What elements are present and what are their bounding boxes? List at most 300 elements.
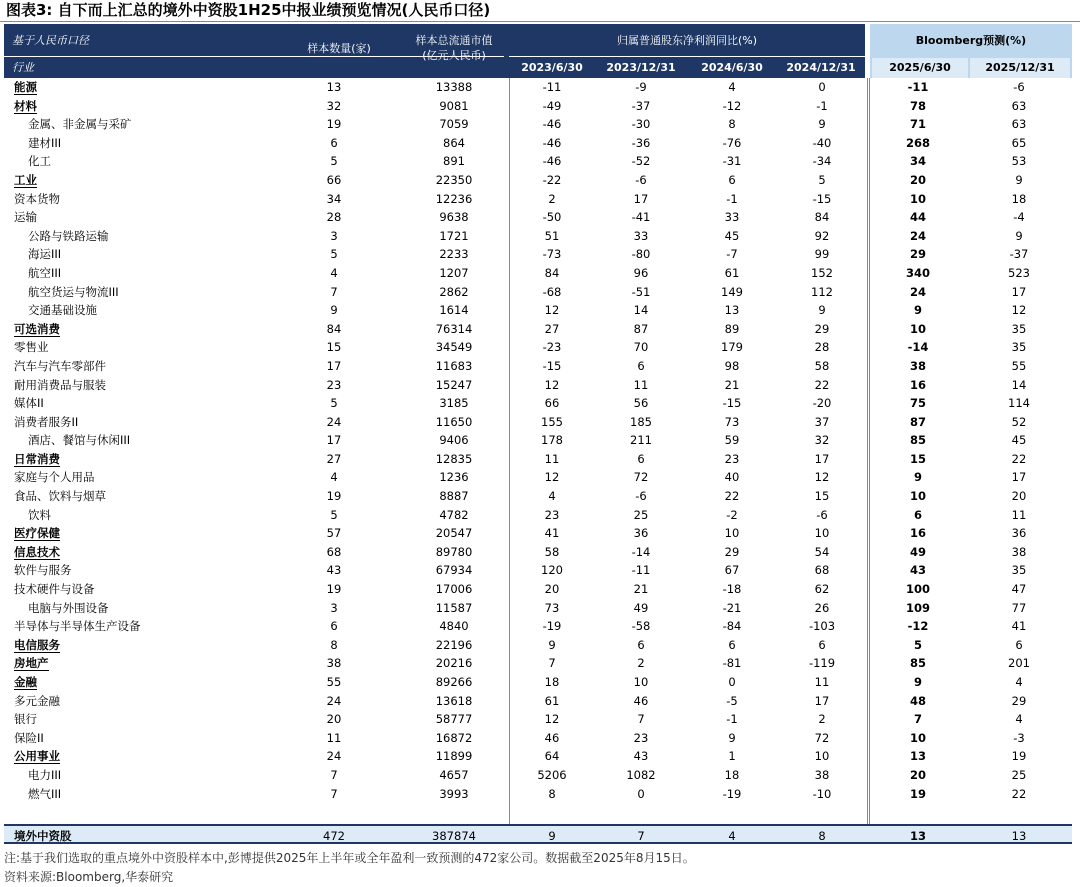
total-name: 境外中资股	[14, 829, 72, 843]
table-cell: 5	[330, 507, 338, 522]
table-cell: -14	[631, 544, 651, 559]
table-cell: 28	[326, 210, 342, 225]
table-cell: 23	[326, 377, 342, 392]
row-label-text: 医疗保健	[14, 526, 60, 541]
table-cell: -23	[542, 340, 562, 355]
row-label	[14, 692, 60, 711]
table-cell: -12	[907, 619, 929, 634]
row-label	[28, 152, 51, 171]
row-label-text: 运输	[14, 210, 37, 225]
table-cell: 12	[1011, 303, 1027, 318]
table-cell: 19	[1011, 749, 1027, 764]
table-cell: -31	[722, 154, 742, 169]
row-label	[14, 524, 60, 543]
row-label	[28, 766, 61, 785]
table-cell: 85	[909, 656, 926, 671]
table-cell: -11	[542, 80, 562, 94]
table-cell: -15	[722, 396, 742, 411]
row-label-text: 银行	[14, 712, 37, 727]
table-cell: 114	[1008, 396, 1030, 411]
table-cell: -46	[542, 154, 562, 169]
row-label	[14, 487, 106, 506]
row-label-text: 金属、非金属与采矿	[28, 117, 132, 132]
table-cell: 87	[909, 414, 926, 429]
table-cell: 152	[811, 265, 833, 280]
table-cell: -58	[631, 619, 651, 634]
table-cell: 9406	[439, 433, 469, 448]
table-cell: 12	[544, 377, 560, 392]
table-cell: -76	[722, 135, 742, 150]
table-cell: 13	[326, 80, 342, 94]
table-cell: -6	[635, 489, 647, 504]
table-cell: 340	[905, 265, 930, 280]
table-cell: 9638	[439, 210, 469, 225]
table-cell: 6	[728, 172, 736, 187]
table-cell: 10	[909, 489, 926, 504]
table-cell: -7	[726, 247, 738, 262]
table-cell: 2862	[439, 284, 469, 299]
table-cell: 0	[818, 80, 826, 94]
table-cell: 22	[1011, 451, 1027, 466]
table-cell: 15	[909, 451, 926, 466]
table-cell: 2	[818, 712, 826, 727]
table-cell: 5	[330, 154, 338, 169]
table-cell: -3	[1013, 730, 1025, 745]
table-cell: -4	[1013, 210, 1025, 225]
table-cell: 64	[544, 749, 560, 764]
table-cell: 23	[633, 730, 649, 745]
footnote: 注:基于我们选取的重点境外中资股样本中,彭博提供2025年上半年或全年盈利一致预测的472家公司。数据截至2025年8月15日。	[4, 851, 695, 865]
table-cell: 72	[814, 730, 830, 745]
table-cell: 45	[1011, 433, 1027, 448]
table-cell: 92	[814, 228, 830, 243]
table-cell: 61	[724, 265, 740, 280]
table-cell: 5	[818, 172, 826, 187]
table-cell: 40	[724, 470, 740, 485]
table-cell: 48	[909, 693, 926, 708]
table-cell: 10	[814, 526, 830, 541]
table-cell: 24	[909, 228, 926, 243]
table-cell: 98	[724, 358, 740, 373]
row-label-text: 建材III	[28, 135, 62, 150]
table-cell: 11650	[435, 414, 473, 429]
table-cell: -51	[631, 284, 651, 299]
table-cell: 149	[721, 284, 743, 299]
row-label-text: 公用事业	[14, 749, 60, 764]
table-cell: 17	[1011, 470, 1027, 485]
table-cell: 8	[330, 637, 338, 652]
table-cell: 3993	[439, 786, 469, 801]
row-label-text: 零售业	[14, 340, 49, 355]
table-cell: -5	[726, 693, 738, 708]
table-cell: 49	[909, 544, 926, 559]
header-yoy-group: 归属普通股东净利润同比(%)	[616, 34, 758, 47]
table-row	[4, 599, 1072, 618]
table-cell: 71	[909, 117, 926, 132]
row-label-text: 保险II	[14, 730, 44, 745]
table-cell: 5	[330, 247, 338, 262]
total-cell: 13	[1011, 829, 1027, 843]
row-label	[28, 115, 132, 134]
row-label	[14, 376, 106, 395]
table-cell: 12	[544, 470, 560, 485]
table-cell: -37	[1009, 247, 1029, 262]
table-cell: 9	[913, 470, 922, 485]
table-cell: 59	[724, 433, 740, 448]
row-label	[14, 413, 78, 432]
table-cell: 20	[909, 172, 926, 187]
table-row	[4, 413, 1072, 432]
row-label	[14, 450, 60, 469]
table-cell: 1236	[439, 470, 469, 485]
table-cell: 4	[1015, 675, 1023, 689]
table-cell: 38	[814, 767, 830, 782]
table-cell: -11	[907, 80, 929, 94]
row-label-text: 金融	[14, 675, 37, 689]
row-label-text: 材料	[14, 98, 37, 113]
table-cell: 33	[724, 210, 740, 225]
table-header	[4, 24, 1072, 78]
table-cell: 5206	[537, 767, 567, 782]
row-label	[28, 506, 51, 525]
table-cell: 14	[633, 303, 649, 318]
table-cell: 20	[326, 712, 342, 727]
table-cell: 13	[724, 303, 740, 318]
table-cell: -6	[1013, 80, 1025, 94]
table-cell: 84	[814, 210, 830, 225]
table-cell: 10	[909, 321, 926, 336]
table-cell: 41	[544, 526, 560, 541]
table-cell: 268	[905, 135, 930, 150]
table-cell: 37	[814, 414, 830, 429]
table-cell: 46	[544, 730, 560, 745]
table-cell: 24	[326, 749, 342, 764]
table-cell: 17	[1011, 284, 1027, 299]
table-cell: -81	[722, 656, 742, 671]
table-cell: 43	[633, 749, 649, 764]
table-cell: 67	[724, 563, 740, 578]
table-cell: 9	[728, 730, 736, 745]
table-cell: 20216	[435, 656, 473, 671]
table-cell: -49	[542, 98, 562, 113]
table-cell: 7	[637, 712, 645, 727]
table-cell: 11587	[435, 600, 473, 615]
table-cell: 15	[814, 489, 830, 504]
table-cell: 12	[544, 712, 560, 727]
table-cell: -6	[816, 507, 828, 522]
table-cell: 58	[814, 358, 830, 373]
table-row	[4, 394, 1072, 413]
row-label	[14, 729, 44, 748]
table-cell: 43	[326, 563, 342, 578]
table-cell: 22	[1011, 786, 1027, 801]
table-cell: 17006	[435, 582, 473, 597]
total-cell: 7	[637, 829, 645, 843]
table-cell: 10	[633, 675, 649, 689]
table-cell: 1614	[439, 303, 469, 318]
total-cell: 4	[728, 829, 736, 843]
table-cell: -119	[808, 656, 836, 671]
row-label-text: 交通基础设施	[28, 303, 97, 318]
table-cell: -30	[631, 117, 651, 132]
table-cell: 8887	[439, 489, 469, 504]
table-row	[4, 264, 1072, 283]
table-row	[4, 134, 1072, 153]
table-cell: 12835	[435, 451, 473, 466]
table-cell: -50	[542, 210, 562, 225]
table-cell: 9	[1015, 172, 1023, 187]
header-market-cap-line1: 样本总流通市值	[415, 34, 493, 47]
total-cell: 9	[548, 829, 556, 843]
table-row	[4, 283, 1072, 302]
table-cell: -46	[542, 117, 562, 132]
row-label	[14, 654, 49, 673]
table-cell: 62	[814, 582, 830, 597]
table-cell: 19	[909, 786, 926, 801]
table-row	[4, 506, 1072, 525]
table-row	[4, 245, 1072, 264]
row-label	[14, 710, 37, 729]
table-cell: 54	[814, 544, 830, 559]
table-cell: 66	[326, 172, 342, 187]
row-label-text: 能源	[14, 80, 37, 94]
table-cell: 19	[326, 117, 342, 132]
table-cell: 76314	[435, 321, 473, 336]
table-cell: -40	[812, 135, 832, 150]
row-label	[28, 431, 130, 450]
table-cell: 4	[1015, 712, 1023, 727]
table-row	[4, 543, 1072, 562]
table-cell: 1082	[626, 767, 656, 782]
table-cell: 17	[814, 693, 830, 708]
total-cell: 387874	[432, 829, 476, 843]
table-cell: 24	[326, 693, 342, 708]
table-cell: 13388	[435, 80, 473, 94]
table-row	[4, 301, 1072, 320]
table-cell: 3	[330, 228, 338, 243]
table-cell: 35	[1011, 563, 1027, 578]
table-cell: 7	[330, 767, 338, 782]
row-label-text: 媒体II	[14, 396, 44, 411]
table-cell: 9	[548, 637, 556, 652]
row-label	[28, 283, 119, 302]
table-row	[4, 710, 1072, 729]
table-cell: 3	[330, 600, 338, 615]
table-cell: 11899	[435, 749, 473, 764]
table-cell: 6	[637, 358, 645, 373]
table-cell: 11	[814, 675, 830, 689]
table-row	[4, 729, 1072, 748]
table-cell: 6	[330, 135, 338, 150]
table-cell: -14	[907, 340, 929, 355]
table-cell: -20	[812, 396, 832, 411]
table-cell: 7	[913, 712, 922, 727]
table-cell: 44	[909, 210, 926, 225]
total-row	[4, 824, 1072, 844]
table-cell: 6	[330, 619, 338, 634]
table-cell: 61	[544, 693, 560, 708]
table-row	[4, 97, 1072, 116]
table-cell: 22	[724, 489, 740, 504]
table-cell: 891	[443, 154, 465, 169]
table-cell: 35	[1011, 321, 1027, 336]
table-cell: 89780	[435, 544, 473, 559]
table-cell: 2	[548, 191, 556, 206]
row-label-text: 家庭与个人用品	[14, 470, 95, 485]
table-cell: 29	[1011, 693, 1027, 708]
table-cell: -21	[722, 600, 742, 615]
table-cell: 3185	[439, 396, 469, 411]
header-bloomberg-group: Bloomberg预测(%)	[915, 34, 1027, 47]
header-period-1: 2023/6/30	[521, 61, 583, 74]
table-row	[4, 468, 1072, 487]
table-cell: 185	[630, 414, 652, 429]
header-sample-count: 样本数量(家)	[307, 42, 371, 55]
table-cell: 84	[326, 321, 342, 336]
table-cell: 24	[909, 284, 926, 299]
table-row	[4, 357, 1072, 376]
header-period-2: 2023/12/31	[606, 61, 676, 74]
table-cell: 84	[544, 265, 560, 280]
header-yoy-divider	[509, 56, 865, 57]
row-label-text: 技术硬件与设备	[14, 582, 95, 597]
table-row	[4, 636, 1072, 655]
table-cell: 6	[1015, 637, 1023, 652]
table-cell: 53	[1011, 154, 1027, 169]
row-label-text: 多元金融	[14, 693, 60, 708]
table-cell: 18	[724, 767, 740, 782]
table-cell: 11	[326, 730, 342, 745]
table-cell: 27	[326, 451, 342, 466]
table-cell: 23	[544, 507, 560, 522]
row-label-text: 燃气III	[28, 786, 62, 801]
table-cell: 77	[1011, 600, 1027, 615]
table-cell: 49	[633, 600, 649, 615]
table-cell: 8	[728, 117, 736, 132]
table-cell: -11	[631, 563, 651, 578]
table-cell: 73	[544, 600, 560, 615]
row-label-text: 饮料	[28, 507, 51, 522]
table-cell: 9	[818, 303, 826, 318]
table-cell: 38	[326, 656, 342, 671]
row-label-text: 航空III	[28, 265, 62, 280]
table-cell: 72	[633, 470, 649, 485]
table-cell: 52	[1011, 414, 1027, 429]
row-label	[28, 134, 61, 153]
table-cell: -1	[726, 191, 738, 206]
row-label-text: 航空货运与物流III	[28, 284, 119, 299]
table-cell: 7059	[439, 117, 469, 132]
table-cell: 6	[913, 507, 922, 522]
table-cell: -1	[726, 712, 738, 727]
figure-title: 图表3: 自下而上汇总的境外中资股1H25中报业绩预览情况(人民币口径)	[0, 0, 1080, 22]
table-cell: 16872	[435, 730, 473, 745]
table-cell: 6	[637, 637, 645, 652]
table-row	[4, 190, 1072, 209]
table-cell: 2233	[439, 247, 469, 262]
table-row	[4, 487, 1072, 506]
row-label	[28, 264, 61, 283]
table-cell: 5	[330, 396, 338, 411]
table-cell: 523	[1008, 265, 1030, 280]
table-cell: 46	[633, 693, 649, 708]
table-cell: 4	[728, 80, 736, 94]
table-cell: 4840	[439, 619, 469, 634]
data-table	[4, 78, 1072, 803]
row-label	[14, 208, 37, 227]
table-cell: 57	[326, 526, 342, 541]
table-cell: -18	[722, 582, 742, 597]
table-cell: 47	[1011, 582, 1027, 597]
table-row	[4, 376, 1072, 395]
row-label-text: 工业	[14, 172, 37, 187]
source-line: 资料来源:Bloomberg,华泰研究	[4, 870, 174, 884]
table-cell: 16	[909, 526, 926, 541]
row-label	[14, 543, 60, 562]
table-cell: 10	[909, 730, 926, 745]
table-cell: 11	[1011, 507, 1027, 522]
table-cell: 13	[909, 749, 926, 764]
row-label-text: 房地产	[14, 656, 49, 671]
row-label	[14, 561, 72, 580]
table-cell: 16	[909, 377, 926, 392]
table-cell: 85	[909, 433, 926, 448]
row-label	[14, 357, 106, 376]
table-cell: -37	[631, 98, 651, 113]
table-cell: 9	[913, 675, 922, 689]
table-cell: 4	[330, 265, 338, 280]
table-cell: 4657	[439, 767, 469, 782]
row-label-text: 海运III	[28, 247, 62, 262]
table-cell: 10	[724, 526, 740, 541]
table-cell: 178	[541, 433, 563, 448]
table-cell: 33	[633, 228, 649, 243]
table-cell: 179	[721, 340, 743, 355]
table-cell: -36	[631, 135, 651, 150]
table-cell: 15247	[435, 377, 473, 392]
table-cell: 63	[1011, 98, 1027, 113]
table-cell: 78	[909, 98, 926, 113]
table-cell: 20	[544, 582, 560, 597]
table-cell: 7	[330, 284, 338, 299]
row-label-text: 信息技术	[14, 544, 60, 559]
table-cell: 29	[909, 247, 926, 262]
table-cell: 75	[909, 396, 926, 411]
row-label-text: 公路与铁路运输	[28, 228, 109, 243]
table-cell: -9	[635, 80, 647, 94]
table-cell: 34	[909, 154, 926, 169]
table-cell: 25	[633, 507, 649, 522]
header-basis: 基于人民币口径	[12, 34, 89, 47]
table-cell: 18	[1011, 191, 1027, 206]
table-cell: 26	[814, 600, 830, 615]
row-label	[28, 245, 61, 264]
table-cell: 23	[724, 451, 740, 466]
table-cell: -68	[542, 284, 562, 299]
table-cell: -103	[808, 619, 836, 634]
table-cell: 1207	[439, 265, 469, 280]
row-label-text: 酒店、餐馆与休闲III	[28, 433, 131, 448]
table-row	[4, 580, 1072, 599]
table-cell: 8	[548, 786, 556, 801]
table-cell: -52	[631, 154, 651, 169]
table-cell: 1	[728, 749, 736, 764]
table-cell: 100	[905, 582, 930, 597]
table-cell: 7	[548, 656, 556, 671]
table-cell: -41	[631, 210, 651, 225]
table-cell: 55	[326, 675, 342, 689]
table-cell: 36	[1011, 526, 1027, 541]
